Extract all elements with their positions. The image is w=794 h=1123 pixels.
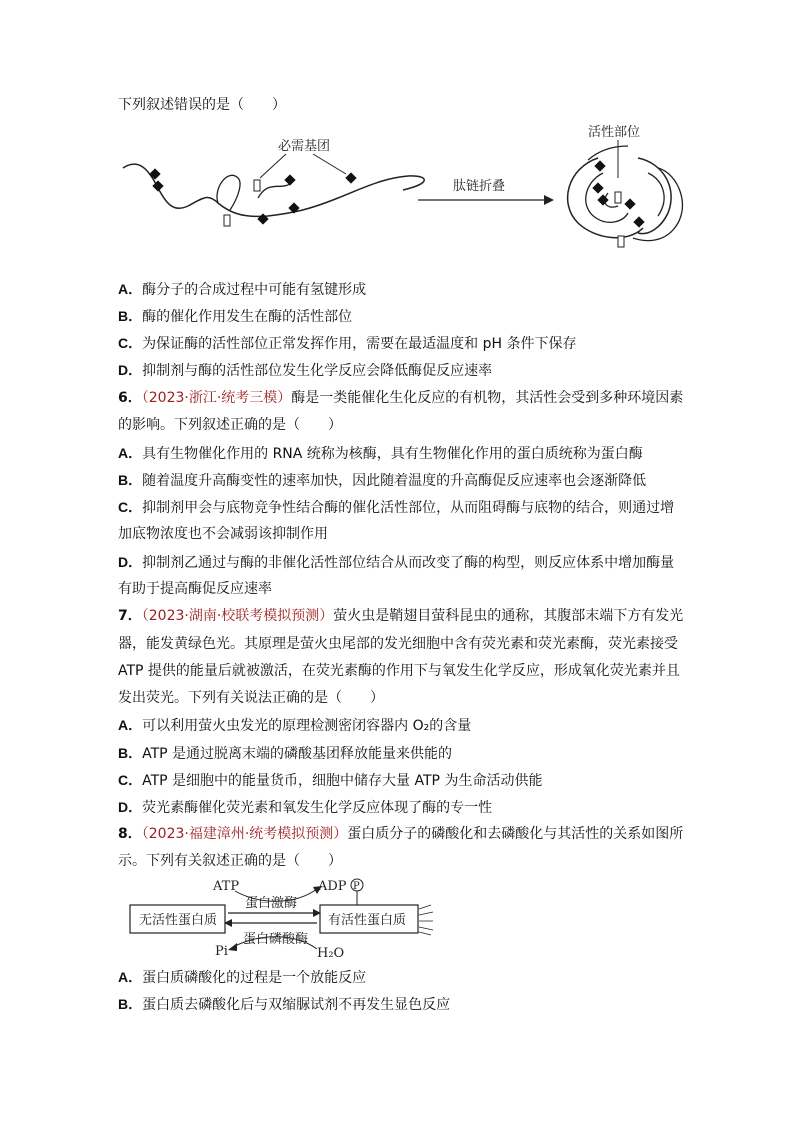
q6-option-b[interactable]: B．随着温度升高酶变性的速率加快，因此随着温度的升高酶促反应速率也会逐渐降低 — [118, 472, 647, 489]
essential-group-label: 必需基团 — [278, 139, 331, 154]
q8-option-b[interactable]: B．蛋白质去磷酸化后与双缩脲试剂不再发生显色反应 — [118, 996, 451, 1013]
chain-loop — [258, 184, 290, 198]
q7-stem-line3: ATP 提供的能量后就被激活，在荧光素酶的作用下与氧发生化学反应，形成氧化荧光素并且 — [118, 663, 680, 679]
q7-option-b[interactable]: B．ATP 是通过脱离末端的磷酸基团释放能量来供能的 — [118, 745, 453, 762]
q5-option-a[interactable]: A．酶分子的合成过程中可能有氢键形成 — [118, 281, 367, 298]
q7-option-c[interactable]: C．ATP 是细胞中的能量货币，细胞中储存大量 ATP 为生命活动供能 — [118, 772, 543, 789]
kinase-label: 蛋白激酶 — [245, 896, 298, 911]
q8-option-a[interactable]: A．蛋白质磷酸化的过程是一个放能反应 — [118, 969, 367, 986]
q8-stem-line1: 8．（2023·福建漳州·统考模拟预测）蛋白质分子的磷酸化和去磷酸化与其活性的关系如图所 — [118, 826, 684, 842]
q6-stem-line2: 的影响。下列叙述正确的是（ ） — [118, 417, 342, 433]
q7-source: （2023·湖南·校联考模拟预测） — [141, 608, 334, 624]
q8-stem-line2: 示。下列有关叙述正确的是（ ） — [118, 853, 342, 869]
q5-option-b[interactable]: B．酶的催化作用发生在酶的活性部位 — [118, 308, 353, 325]
q6-option-c[interactable]: C．抑制剂甲会与底物竞争性结合酶的催化活性部位，从而阻碍酶与底物的结合，则通过增 — [118, 499, 675, 516]
folded-enzyme — [568, 146, 683, 247]
essential-group-mark — [149, 168, 160, 179]
q7-stem-line1: 7．（2023·湖南·校联考模拟预测）萤火虫是鞘翅目萤科昆虫的通称，其腹部末端下方有发光 — [118, 608, 684, 624]
fold-arrow-label: 肽链折叠 — [453, 179, 506, 194]
peptide-folding-figure — [118, 118, 688, 258]
q6-option-c-cont: 加底物浓度也不会减弱该抑制作用 — [118, 526, 328, 542]
essential-group-mark — [257, 213, 268, 224]
q5-option-c[interactable]: C．为保证酶的活性部位正常发挥作用，需要在最适温度和 pH 条件下保存 — [118, 335, 577, 352]
adp-label: ADP — [318, 879, 347, 894]
atp-label: ATP — [213, 879, 240, 894]
phosphorylation-figure — [125, 877, 445, 959]
q7-option-d[interactable]: D．荧光素酶催化荧光素和氧发生化学反应体现了酶的专一性 — [118, 799, 493, 816]
active-protein-label: 有活性蛋白质 — [328, 913, 407, 928]
q6-option-d-cont: 有助于提高酶促反应速率 — [118, 581, 272, 597]
phosphate-label: P — [353, 881, 360, 892]
q6-source: （2023·浙江·统考三模） — [141, 390, 292, 406]
question-stem: 下列叙述错误的是（ ） — [118, 97, 286, 113]
water-label: H₂O — [317, 946, 345, 959]
essential-group-mark — [284, 174, 295, 185]
essential-group-mark — [345, 172, 356, 183]
inactive-protein-label: 无活性蛋白质 — [139, 913, 218, 928]
active-site-label: 活性部位 — [588, 125, 641, 140]
q7-option-a[interactable]: A．可以利用萤火虫发光的原理检测密闭容器内 O₂的含量 — [118, 717, 472, 734]
essential-group-mark — [288, 202, 299, 213]
q8-source: （2023·福建漳州·统考模拟预测） — [141, 826, 348, 842]
group-rect-mark — [254, 180, 260, 191]
q6-option-d[interactable]: D．抑制剂乙通过与酶的非催化活性部位结合从而改变了酶的构型，则反应体系中增加酶量 — [118, 554, 675, 571]
peptide-chain-line — [123, 164, 424, 216]
q7-stem-line2: 器，能发黄绿色光。其原理是萤火虫尾部的发光细胞中含有荧光素和荧光素酶，荧光素接受 — [118, 636, 678, 652]
q5-option-d[interactable]: D．抑制剂与酶的活性部位发生化学反应会降低酶促反应速率 — [118, 362, 493, 379]
q7-stem-line4: 发出荧光。下列有关说法正确的是（ ） — [118, 690, 384, 706]
q6-stem-line1: 6．（2023·浙江·统考三模）酶是一类能催化生化反应的有机物，其活性会受到多种环境因素 — [118, 390, 684, 406]
group-rect-mark — [224, 215, 230, 226]
q6-option-a[interactable]: A．具有生物催化作用的 RNA 统称为核酶，具有生物催化作用的蛋白质统称为蛋白酶 — [118, 445, 643, 462]
pi-label: Pi — [215, 944, 228, 959]
phosphatase-label: 蛋白磷酸酶 — [243, 932, 309, 947]
